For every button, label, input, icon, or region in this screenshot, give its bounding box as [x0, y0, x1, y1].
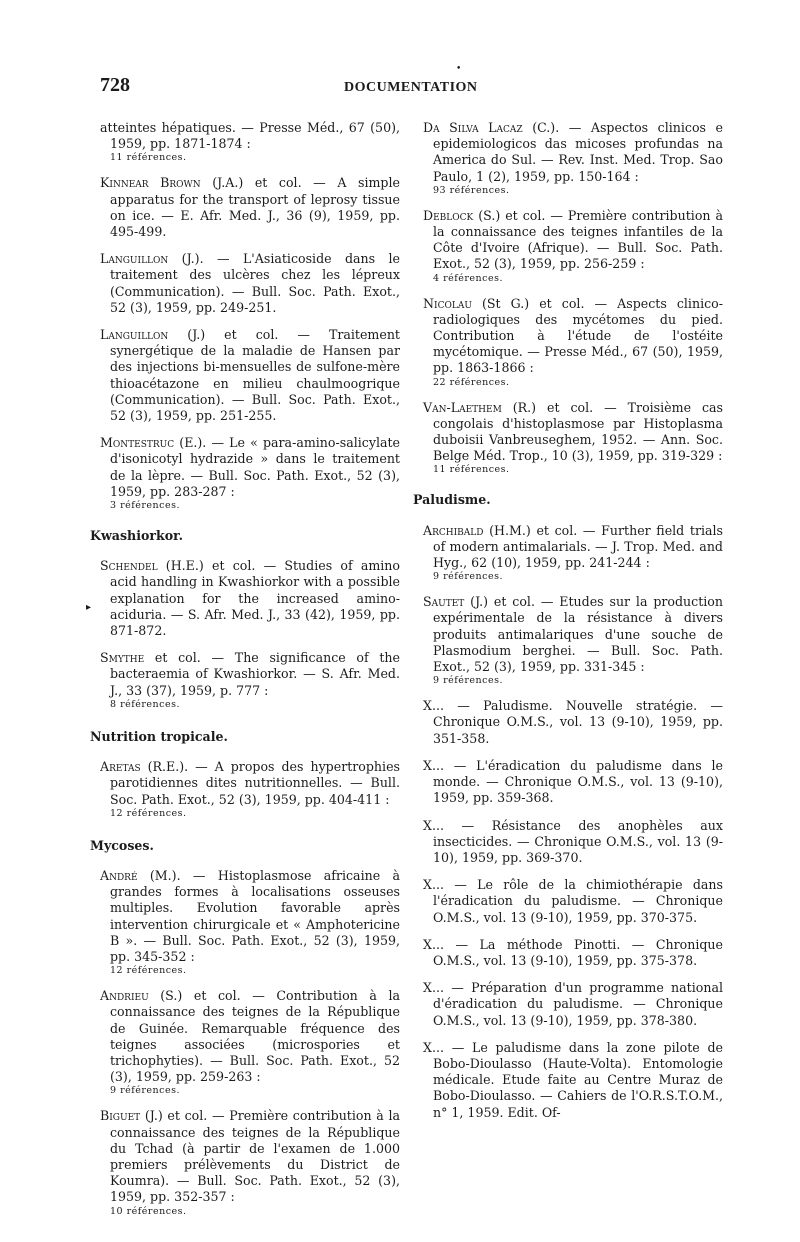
- left-entries-b: [100, 558, 400, 711]
- entry-reference-count: 3 références.: [110, 500, 180, 512]
- bibliography-entry: [100, 120, 400, 164]
- bibliography-entry: [423, 296, 723, 389]
- entry-citation: (J.) et col. — Traitement synergétique de la maladie de Hansen par des injections bi-mensuelles de sulfone-mère thioacétazone en milieu chaulmoogrique (Communication). — Bull. Soc. Path. Exot., 52 (3), 1959, pp. 251-255.: [110, 327, 400, 424]
- page-header: [100, 74, 720, 102]
- bibliography-entry: [100, 988, 400, 1097]
- entry-citation: (J.). — L'Asiaticoside dans le traitement des ulcères chez les lépreux (Communication). — Bull. Soc. Path. Exot., 52 (3), 1959, pp. 249-251.: [110, 251, 400, 315]
- entry-author: Biguet: [100, 1108, 141, 1124]
- page-number: 728: [100, 74, 130, 96]
- entry-citation: (J.) et col. — Première contribution à la connaissance des teignes de la République du Tchad (à partir de l'examen de 1.000 premiers prélèvements du District de Koumra). — Bull. Soc. Path. Exot., 52 (3), 1959, pp. 352-357 :: [110, 1108, 400, 1205]
- entry-author: Kinnear Brown: [100, 175, 201, 191]
- section-heading-mycoses: Mycoses.: [90, 837, 154, 853]
- entry-reference-count: 12 références.: [110, 965, 187, 977]
- entry-reference-count: 11 références.: [110, 152, 187, 164]
- right-entries-b: [423, 523, 723, 1121]
- bibliography-entry: [423, 594, 723, 687]
- section-heading-kwashiorkor: Kwashiorkor.: [90, 528, 184, 544]
- running-title: DOCUMENTATION: [344, 80, 478, 95]
- bibliography-entry: [100, 868, 400, 977]
- entry-reference-count: 9 références.: [433, 675, 503, 687]
- entry-author: Smythe: [100, 650, 145, 666]
- entry-citation: X... — Préparation d'un programme national d'éradication du paludisme. — Chronique O.M.S., vol. 13 (9-10), 1959, pp. 378-380.: [423, 980, 723, 1028]
- entry-citation: (M.). — Histoplasmose africaine à grandes formes à localisations osseuses multiples. Evolution favorable après intervention chirurgicale et « Amphotericine B ». — Bull. Soc. Path. Exot., 52 (3), 1959, pp. 345-352 :: [110, 867, 400, 964]
- entry-reference-count: 22 références.: [433, 376, 510, 388]
- left-entries-d: [100, 868, 400, 1218]
- bibliography-entry: [423, 120, 723, 197]
- entry-citation: (C.). — Aspectos clinicos e epidemiologicos das micoses profundas na America do Sul. — Rev. Inst. Med. Trop. Sao Paulo, 1 (2), 1959, pp. 150-164 :: [433, 120, 723, 184]
- entry-author: Archibald: [423, 522, 484, 538]
- entry-author: Montestruc: [100, 435, 175, 451]
- entry-citation: X... — Paludisme. Nouvelle stratégie. — Chronique O.M.S., vol. 13 (9-10), 1959, pp. 351-358.: [423, 698, 723, 746]
- entry-citation: X... — Le rôle de la chimiothérapie dans l'éradication du paludisme. — Chronique O.M.S., vol. 13 (9-10), 1959, pp. 370-375.: [423, 877, 723, 925]
- entry-reference-count: 9 références.: [433, 571, 503, 583]
- entry-author: Schendel: [100, 558, 158, 574]
- bibliography-entry: [423, 400, 723, 477]
- entry-reference-count: 10 références.: [110, 1205, 187, 1217]
- section-heading-nutrition: Nutrition tropicale.: [90, 728, 228, 744]
- bibliography-entry: [100, 1108, 400, 1217]
- bibliography-entry: [423, 980, 723, 1029]
- left-entries-c: [100, 759, 400, 820]
- entry-citation: (St G.) et col. — Aspects clinico-radiologiques des mycétomes du pied. Contribution à l'étude de l'ostéite mycétomique. — Presse Méd., 67 (50), 1959, pp. 1863-1866 :: [433, 295, 723, 376]
- entry-author: André: [100, 867, 138, 883]
- bibliography-entry: [423, 208, 723, 285]
- entry-citation: (H.M.) et col. — Further field trials of modern antimalarials. — J. Trop. Med. and Hyg., 62 (10), 1959, pp. 241-244 :: [433, 522, 723, 571]
- bibliography-entry: [423, 523, 723, 584]
- entry-author: Languillon: [100, 251, 169, 267]
- entry-citation: (E.). — Le « para-amino-salicylate d'isonicotyl hydrazide » dans le traitement de la lèpre. — Bull. Soc. Path. Exot., 52 (3), 1959, pp. 283-287 :: [110, 435, 400, 499]
- section-heading-paludisme: Paludisme.: [413, 492, 491, 508]
- bibliography-entry: [100, 435, 400, 512]
- entry-reference-count: 8 références.: [110, 698, 180, 710]
- entry-author: Deblock: [423, 207, 474, 223]
- entry-citation: (S.) et col. — Contribution à la connaissance des teignes de la République de Guinée. Remarquable fréquence des teignes associées (microspories et trichophyties). — Bull. Soc. Path. Exot., 52 (3), 1959, pp. 259-263 :: [110, 988, 400, 1085]
- entry-citation: (J.A.) et col. — A simple apparatus for the transport of leprosy tissue on ice. — E. Afr. Med. J., 36 (9), 1959, pp. 495-499.: [110, 175, 400, 240]
- entry-citation: et col. — The significance of the bacteraemia of Kwashiorkor. — S. Afr. Med. J., 33 (37), 1959, p. 777 :: [110, 650, 400, 698]
- entry-citation: X... — La méthode Pinotti. — Chronique O.M.S., vol. 13 (9-10), 1959, pp. 375-378.: [423, 936, 723, 968]
- entry-reference-count: 9 références.: [110, 1085, 180, 1097]
- left-entries-a: [100, 120, 400, 512]
- right-entries-a: [423, 120, 723, 476]
- right-column: [413, 120, 723, 1132]
- bibliography-entry: [423, 818, 723, 867]
- bibliography-entry: [100, 759, 400, 820]
- entry-reference-count: 4 références.: [433, 272, 503, 284]
- bibliography-entry: [100, 650, 400, 711]
- entry-citation: (R.) et col. — Troisième cas congolais d'histoplasmose par Histoplasma duboisii Vanbreuseghem, 1952. — Ann. Soc. Belge Méd. Trop., 10 (3), 1959, pp. 319-329 :: [433, 399, 723, 464]
- entry-reference-count: 11 références.: [433, 464, 510, 476]
- bibliography-entry: [100, 251, 400, 316]
- entry-citation: X... — Résistance des anophèles aux insecticides. — Chronique O.M.S., vol. 13 (9-10), 1959, pp. 369-370.: [423, 817, 723, 865]
- bibliography-entry: [423, 1040, 723, 1121]
- entry-citation: X... — L'éradication du paludisme dans le monde. — Chronique O.M.S., vol. 13 (9-10), 1959, pp. 359-368.: [423, 757, 723, 806]
- entry-author: Sautet: [423, 594, 465, 610]
- entry-author: Aretas: [100, 759, 141, 775]
- bibliography-entry: [423, 937, 723, 969]
- bibliography-entry: [100, 175, 400, 240]
- entry-citation: (R.E.). — A propos des hypertrophies parotidiennes dites nutritionnelles. — Bull. Soc. Path. Exot., 52 (3), 1959, pp. 404-411 :: [110, 759, 400, 807]
- entry-citation: (J.) et col. — Etudes sur la production expérimentale de la résistance à divers produits antimalariques d'une souche de Plasmodium berghei. — Bull. Soc. Path. Exot., 52 (3), 1959, pp. 331-345 :: [433, 594, 723, 675]
- bibliography-entry: [423, 698, 723, 747]
- entry-author: Van-Laethem: [423, 399, 502, 415]
- entry-citation: (H.E.) et col. — Studies of amino acid handling in Kwashiorkor with a possible explanation for the increased amino-aciduria. — S. Afr. Med. J., 33 (42), 1959, pp. 871-872.: [110, 558, 400, 639]
- entry-reference-count: 93 références.: [433, 184, 510, 196]
- bibliography-entry: [423, 877, 723, 926]
- bibliography-entry: [100, 558, 400, 639]
- printer-dot-mark: •: [456, 64, 462, 74]
- bibliography-entry: [100, 327, 400, 424]
- entry-citation: (S.) et col. — Première contribution à la connaissance des teignes infantiles de la Côte d'Ivoire (Afrique). — Bull. Soc. Path. Exot., 52 (3), 1959, pp. 256-259 :: [433, 207, 723, 272]
- entry-citation: atteintes hépatiques. — Presse Méd., 67 (50), 1959, pp. 1871-1874 :: [100, 120, 400, 152]
- entry-citation: X... — Le paludisme dans la zone pilote de Bobo-Dioulasso (Haute-Volta). Entomologie médicale. Etude faite au Centre Muraz de Bobo-Dioulasso. — Cahiers de l'O.R.S.T.O.M., n° 1, 1959. Edit. Of-: [423, 1039, 723, 1120]
- left-column: [90, 120, 400, 1229]
- entry-reference-count: 12 références.: [110, 807, 187, 819]
- entry-author: Andrieu: [100, 988, 149, 1004]
- entry-author: Da Silva Lacaz: [423, 120, 523, 135]
- margin-arrow-mark: ▸: [86, 602, 92, 613]
- bibliography-entry: [423, 758, 723, 807]
- entry-author: Nicolau: [423, 295, 472, 311]
- entry-author: Languillon: [100, 327, 169, 343]
